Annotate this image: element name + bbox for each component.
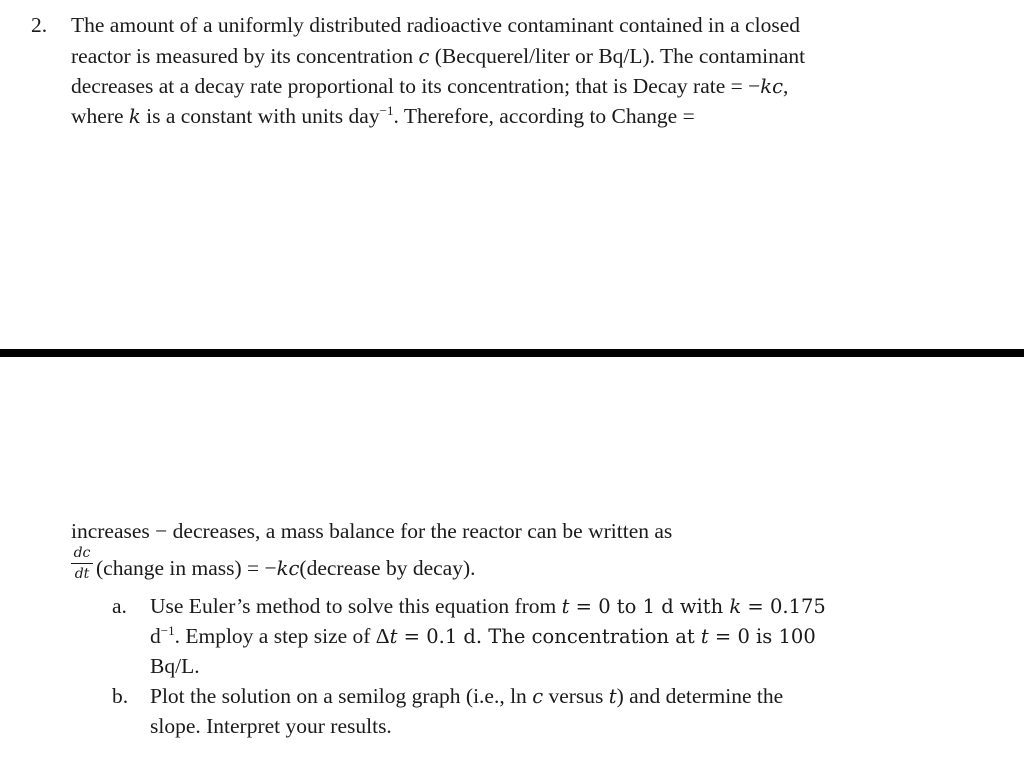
text-segment: Plot the solution on a semilog graph (i.e., ln [150,684,533,708]
math-var-t: t [700,625,709,648]
math-var-c: c [418,45,430,68]
derivative-fraction [71,545,93,582]
text-segment: where [71,104,129,128]
paragraph-line-3 [71,71,788,102]
text-segment: increases − decreases, a mass balance for the reactor can be written as [71,519,673,543]
math-var-t: t [608,685,617,708]
math-kc: kc [276,557,300,580]
text-segment: d [150,624,161,648]
math-var-c: c [532,685,544,708]
text-segment: decreases at a decay rate proportional to its concentration; that is Decay rate = − [71,74,761,98]
text-segment: = 0 is 100 [708,625,816,648]
part-a-line-3 [150,651,200,681]
text-segment: . Employ a step size of Δ [174,624,390,648]
page-divider [0,349,1024,357]
fraction-numerator: dc [73,545,91,561]
math-var-t: t [561,595,570,618]
text-segment: = 0.1 d. The concentration at [397,625,701,648]
math-kc: kc [760,75,784,98]
superscript: −1 [160,623,175,638]
text-segment: is a constant with units day [140,104,380,128]
text-segment: versus [543,684,609,708]
paragraph-line-2 [71,41,805,72]
text-segment: Use Euler’s method to solve this equation from [150,594,562,618]
paragraph-line-5 [71,516,672,546]
text-segment: reactor is measured by its concentration [71,44,419,68]
part-a-line-2 [150,621,816,654]
text-segment: = 0 to 1 d with [569,595,730,618]
text-segment: ) and determine the [616,684,784,708]
text-segment: Bq/L. [150,654,200,678]
paragraph-line-4 [71,101,695,134]
text-segment: . Therefore, according to Change = [393,104,695,128]
text-segment: (Becquerel/liter or Bq/L). The contaminant [429,44,806,68]
text-segment: , [783,74,789,98]
part-a-line-1 [150,591,826,622]
problem-number: 2. [31,13,48,37]
part-b-letter: b. [112,684,129,708]
paragraph-line-6 [96,553,476,584]
part-b-line-1 [150,681,783,712]
paragraph-line-1 [71,10,800,40]
text-segment: = 0.175 [741,595,826,618]
fraction-bar [71,563,93,564]
part-a-letter: a. [112,594,127,618]
math-var-t: t [389,625,398,648]
text-segment: slope. Interpret your results. [150,714,392,738]
fraction-denominator: dt [74,566,90,582]
text-segment: The amount of a uniformly distributed radioactive contaminant contained in a closed [71,13,800,37]
text-segment: (decrease by decay). [299,556,476,580]
math-var-k: k [128,105,141,128]
text-segment: (change in mass) = − [96,556,277,580]
superscript: −1 [379,103,394,118]
math-var-k: k [729,595,742,618]
part-b-line-2 [150,711,392,741]
